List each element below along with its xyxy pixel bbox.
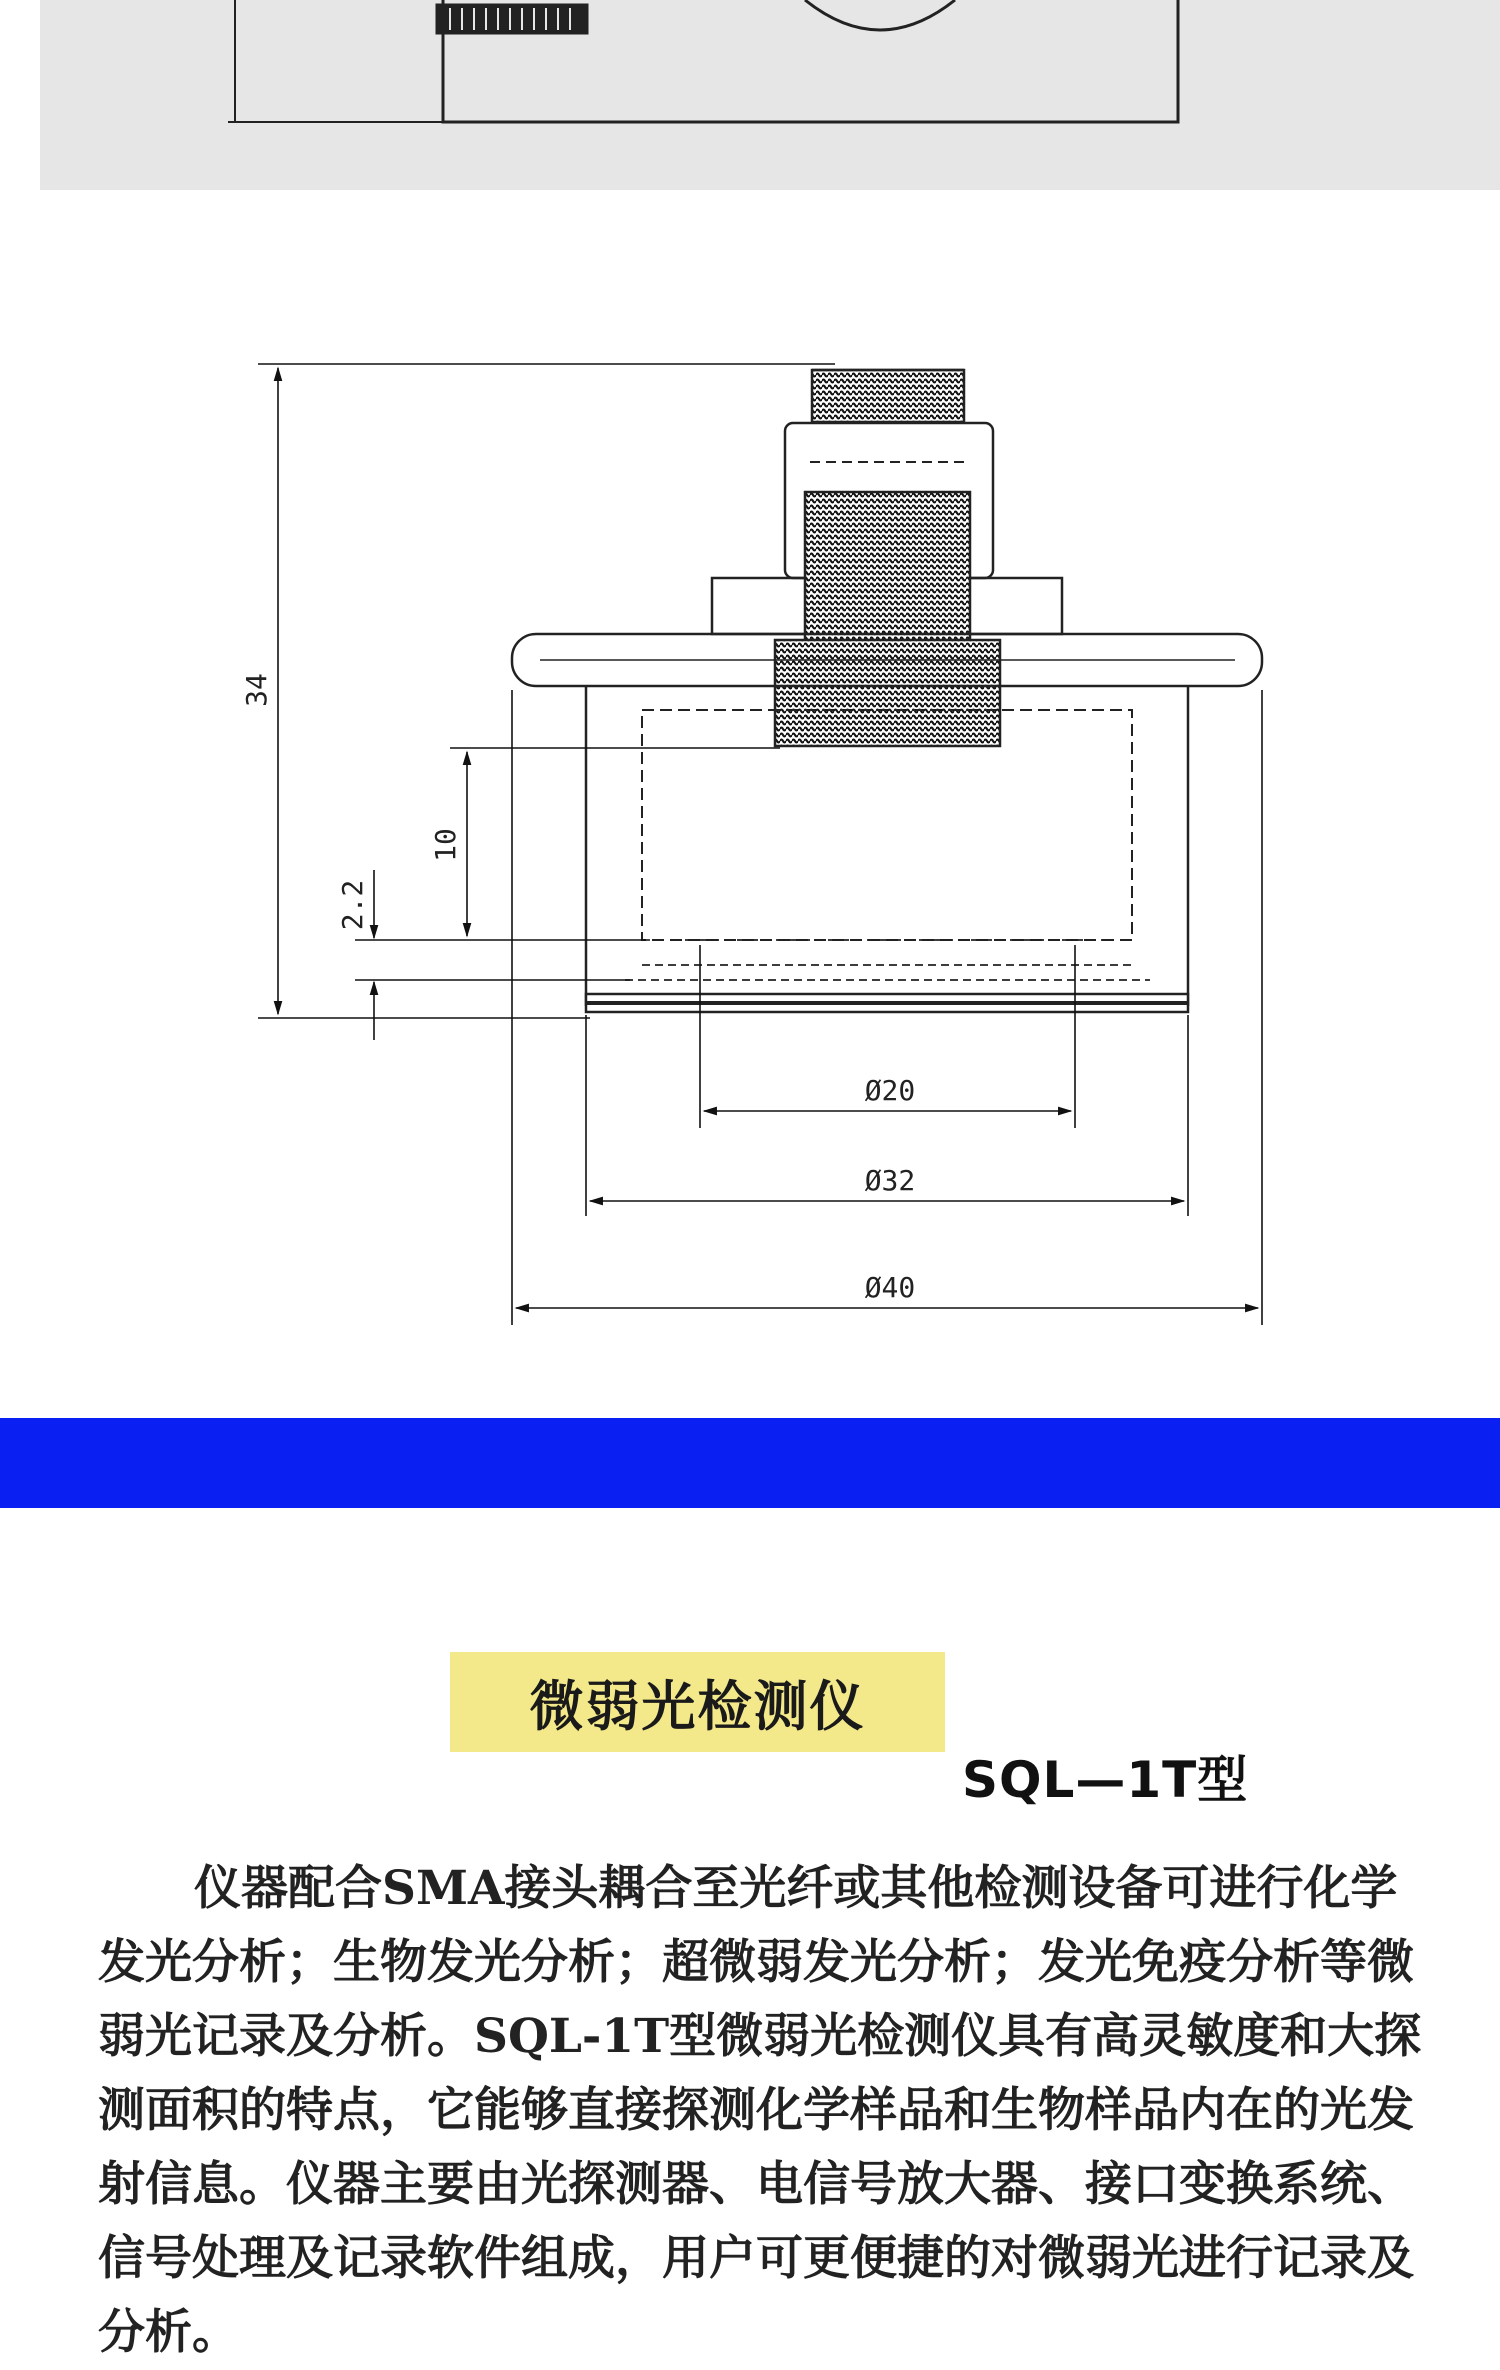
section-divider-band (0, 1418, 1500, 1508)
diameter-20-label: Ø20 (864, 1074, 916, 1107)
offset-dimension-label: 2.2 (336, 879, 369, 931)
product-description: 仪器配合SMA接头耦合至光纤或其他检测设备可进行化学发光分析；生物发光分析；超微弱发光分析；发光免疫分析等微弱光记录及分析。SQL-1T型微弱光检测仪具有高灵敏度和大探测面积的特点，它能够直接探测化学样品和生物样品内在的光发射信息。仪器主要由光探测器、电信号放大器、接口变换系统、信号处理及记录软件组成，用户可更便捷的对微弱光进行记录及分析。 (98, 1861, 1422, 2360)
product-model: SQL—1T型 (962, 1751, 1249, 1809)
diameter-32-label: Ø32 (864, 1164, 916, 1197)
depth-dimension-label: 10 (429, 828, 462, 862)
product-title-box (450, 1652, 945, 1752)
height-dimension-label: 34 (240, 673, 273, 707)
product-title: 微弱光检测仪 (529, 1674, 866, 1738)
diameter-40-label: Ø40 (864, 1271, 916, 1304)
dimension-lines (258, 364, 1262, 1325)
side-view (512, 370, 1262, 1012)
top-view-partial (228, 0, 1178, 122)
